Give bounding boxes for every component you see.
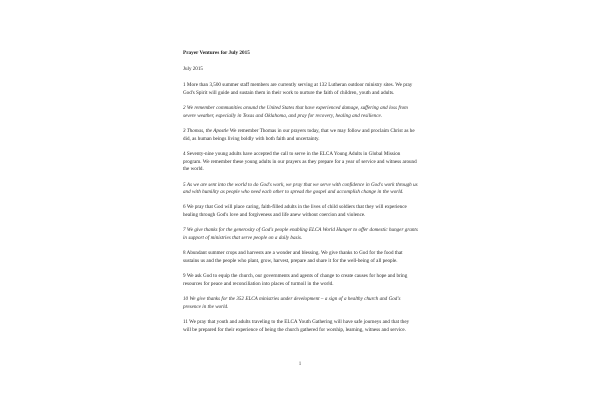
prayer-paragraph-10: 10 We give thanks for the 352 ELCA ministries under development – a sign of a healthy church and God's presence in the world. xyxy=(183,296,401,311)
prayer-paragraph-3-body: We remember Thomas in our prayers today, that we may follow and proclaim Christ as he did, as human beings living boldly with both faith and uncertainty. xyxy=(183,127,415,142)
document-body xyxy=(183,50,418,342)
prayer-paragraph-8: 8 Abundant summer crops and harvests are a wonder and blessing. We give thanks to God for the food that sustains us and the people who plant, grow, harvest, prepare and share it for the well-being of all people. xyxy=(183,250,403,265)
document-title: Prayer Ventures for July 2015 xyxy=(183,50,250,56)
document-date: July 2015 xyxy=(183,66,203,73)
prayer-paragraph-11: 11 We pray that youth and adults traveling to the ELCA Youth Gathering will have safe journeys and that they will be prepared for their experience of being the church gathered for worship, learning, witness and service. xyxy=(183,319,410,334)
prayer-paragraph-4: 4 Seventy-nine young adults have accepted the call to serve in the ELCA Young Adults in Global Mission program. We remember these young adults in our prayers as they prepare for a year of service and witness around the world. xyxy=(183,150,417,173)
prayer-paragraph-5: 5 As we are sent into the world to do God's work, we pray that we serve with confidence in God's work through us and with humility as people who need each other to spread the gospel and accomplish change in the world. xyxy=(183,181,418,196)
prayer-paragraph-3 xyxy=(183,128,418,143)
prayer-paragraph-1: 1 More than 3,500 summer staff members are currently serving at 132 Lutheran outdoor ministry sites. We pray God's Spirit will guide and sustain them in their work to nurture the faith of children, youth and adults. xyxy=(183,81,413,96)
page-number: 1 xyxy=(298,362,302,367)
prayer-paragraph-3-lead: 3 Thomas, the Apostle xyxy=(183,127,229,134)
prayer-paragraph-2: 2 We remember communities around the United States that have experienced damage, suffering and loss from severe weather, especially in Texas and Oklahoma, and pray for recovery, healing and resilience. xyxy=(183,104,408,119)
prayer-paragraph-6: 6 We pray that God will place caring, faith-filled adults in the lives of child soldiers that they will experience healing through God's love and forgiveness and life anew without coercion and violence. xyxy=(183,204,407,219)
prayer-paragraph-7: 7 We give thanks for the generosity of God's people enabling ELCA World Hunger to offer domestic hunger grants in support of ministries that serve people on a daily basis. xyxy=(183,227,418,242)
prayer-paragraph-9: 9 We ask God to equip the church, our governments and agents of change to create causes for hope and bring resources for peace and reconciliation into places of turmoil in the world. xyxy=(183,273,408,288)
